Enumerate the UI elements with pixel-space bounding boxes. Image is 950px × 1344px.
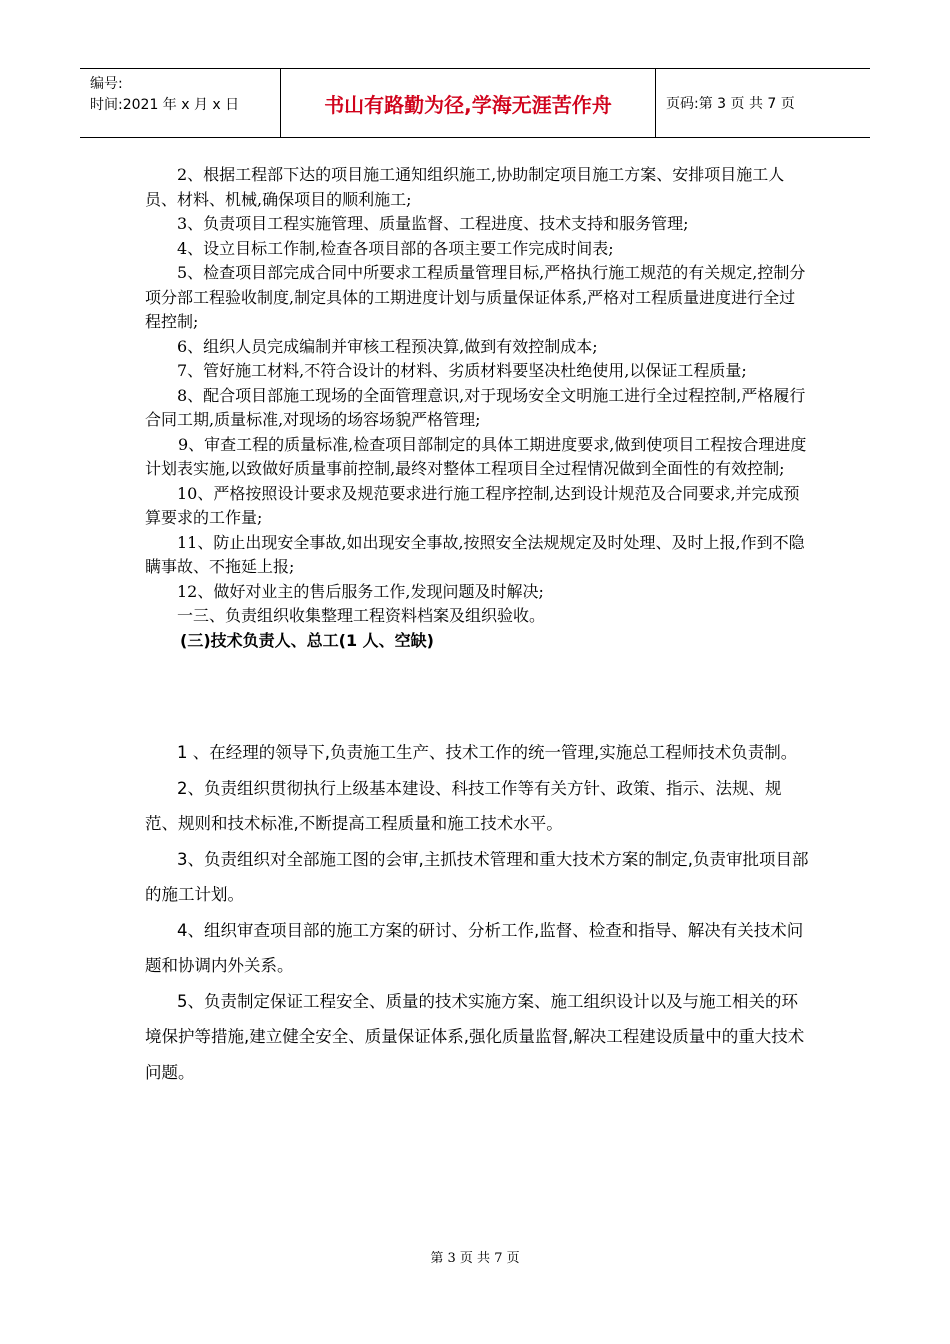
list-item: 7、管好施工材料,不符合设计的材料、劣质材料要坚决杜绝使用,以保证工程质量; bbox=[177, 361, 747, 380]
section-heading: (三)技术负责人、总工(1 人、空缺) bbox=[180, 630, 434, 650]
list-item: 8、配合项目部施工现场的全面管理意识,对于现场安全文明施工进行全过程控制,严格履行合同工期,质量标准,对现场的场容场貌严格管理; bbox=[145, 385, 806, 429]
duty-item: 4、组织审查项目部的施工方案的研讨、分析工作,监督、检查和指导、解决有关技术问题和协调内外关系。 bbox=[145, 920, 804, 975]
list-item: 10、严格按照设计要求及规范要求进行施工程序控制,达到设计规范及合同要求,并完成预算要求的工作量; bbox=[145, 483, 800, 527]
list-item: 一三、负责组织收集整理工程资料档案及组织验收。 bbox=[177, 606, 546, 625]
duty-item: 5、负责制定保证工程安全、质量的技术实施方案、施工组织设计以及与施工相关的环境保护等措施,建立健全安全、质量保证体系,强化质量监督,解决工程建设质量中的重大技术问题。 bbox=[145, 991, 805, 1082]
duty-item: 3、负责组织对全部施工图的会审,主抓技术管理和重大技术方案的制定,负责审批项目部的施工计划。 bbox=[145, 849, 809, 904]
number-label: 编号: bbox=[90, 76, 123, 92]
time-label: 时间:2021 年 x 月 x 日 bbox=[90, 97, 240, 113]
page-footer: 第 3 页 共 7 页 bbox=[430, 1251, 520, 1266]
header-motto: 书山有路勤为径,学海无涯苦作舟 bbox=[281, 69, 656, 137]
responsibilities-list bbox=[145, 163, 810, 653]
list-item: 5、检查项目部完成合同中所要求工程质量管理目标,严格执行施工规范的有关规定,控制分项分部工程验收制度,制定具体的工期进度计划与质量保证体系,严格对工程质量进度进行全过程控制; bbox=[145, 263, 806, 331]
list-item: 9、审查工程的质量标准,检查项目部制定的具体工期进度要求,做到使项目工程按合理进度计划表实施,以致做好质量事前控制,最终对整体工程项目全过程情况做到全面性的有效控制; bbox=[145, 434, 807, 478]
technical-lead-duties bbox=[145, 735, 810, 1090]
header-page-info: 页码:第 3 页 共 7 页 bbox=[666, 96, 795, 112]
list-item: 2、根据工程部下达的项目施工通知组织施工,协助制定项目施工方案、安排项目施工人员、材料、机械,确保项目的顺利施工; bbox=[145, 165, 785, 209]
header-meta bbox=[80, 69, 281, 137]
list-item: 4、设立目标工作制,检查各项目部的各项主要工作完成时间表; bbox=[177, 238, 614, 258]
list-item: 12、做好对业主的售后服务工作,发现问题及时解决; bbox=[177, 581, 544, 601]
list-item: 3、负责项目工程实施管理、质量监督、工程进度、技术支持和服务管理; bbox=[177, 214, 689, 233]
page-header bbox=[80, 68, 870, 138]
list-item: 6、组织人员完成编制并审核工程预决算,做到有效控制成本; bbox=[177, 336, 598, 356]
duty-item: 2、负责组织贯彻执行上级基本建设、科技工作等有关方针、政策、指示、法规、规范、规则和技术标准,不断提高工程质量和施工技术水平。 bbox=[145, 778, 782, 833]
duty-item: 1 、在经理的领导下,负责施工生产、技术工作的统一管理,实施总工程师技术负责制。 bbox=[177, 743, 798, 762]
list-item: 11、防止出现安全事故,如出现安全事故,按照安全法规规定及时处理、及时上报,作到不隐瞒事故、不拖延上报; bbox=[145, 532, 805, 576]
